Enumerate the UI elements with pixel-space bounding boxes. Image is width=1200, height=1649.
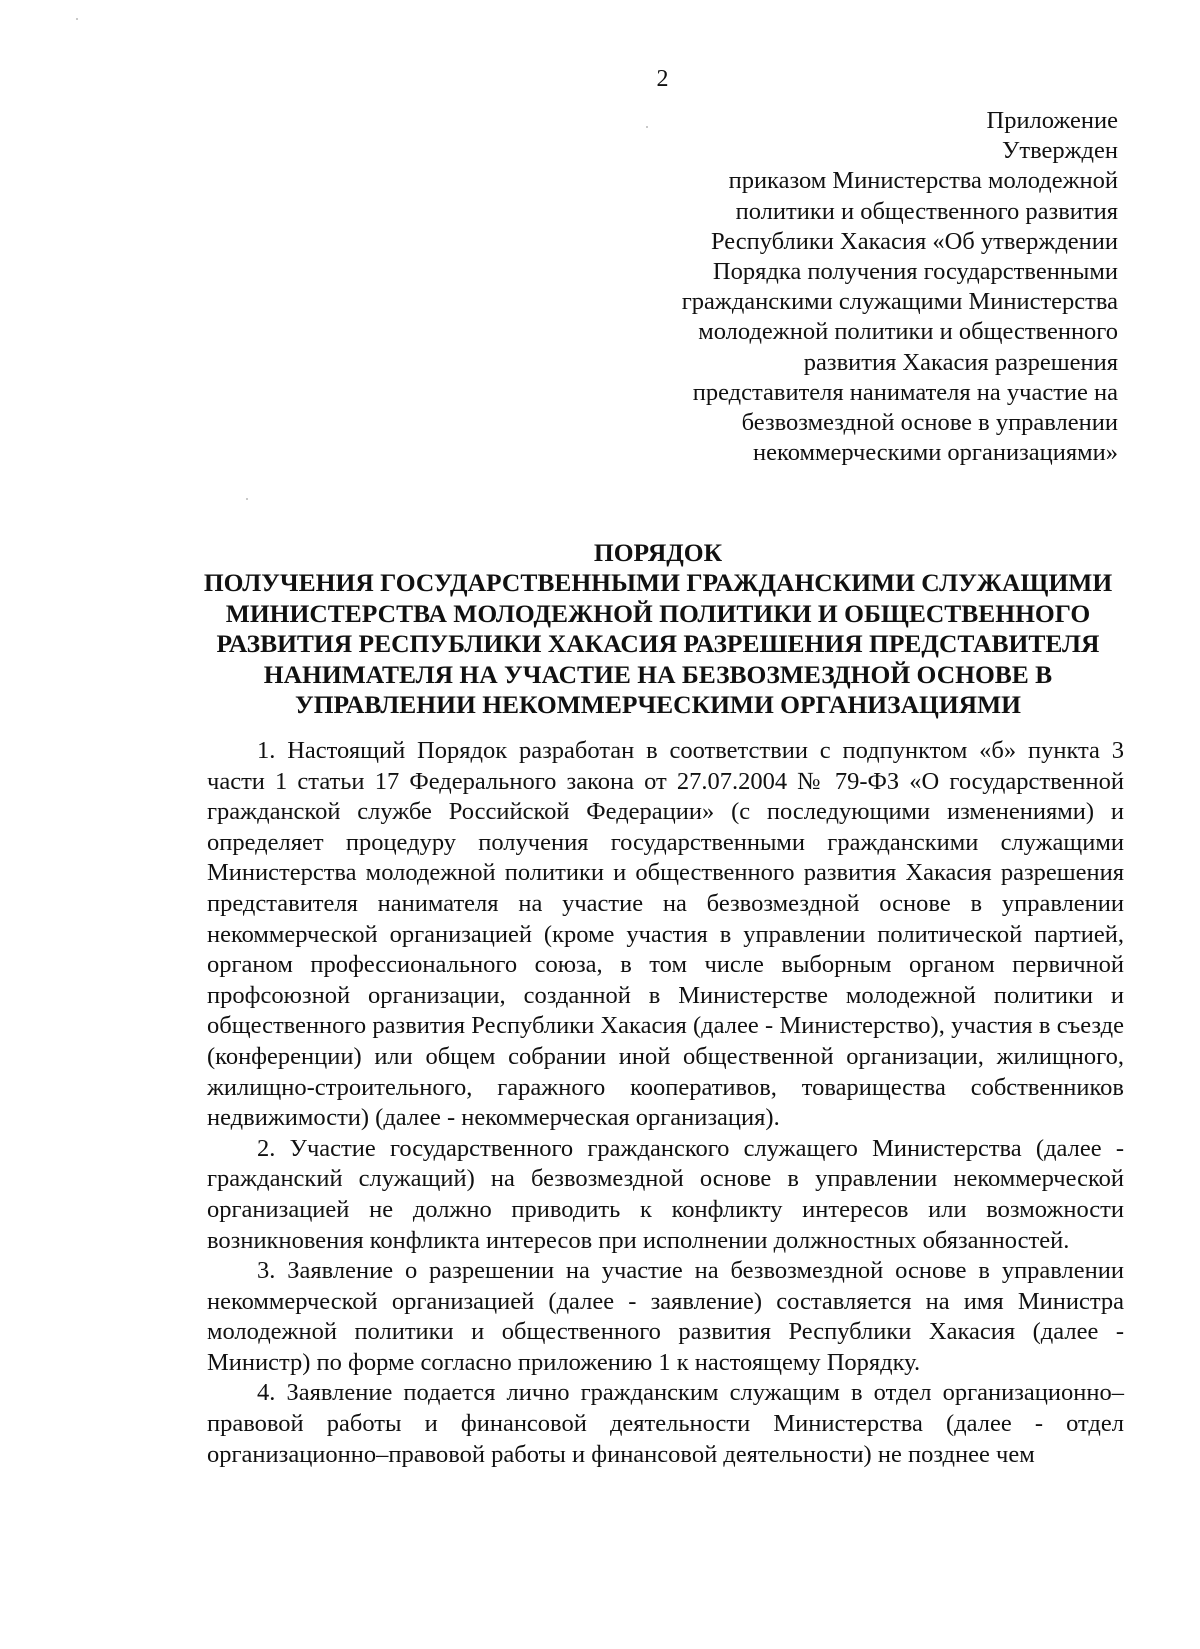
title-line: РАЗВИТИЯ РЕСПУБЛИКИ ХАКАСИЯ РАЗРЕШЕНИЯ ПРЕДСТАВИТЕЛЯ xyxy=(216,629,1100,659)
approval-line: представителя нанимателя на участие на xyxy=(692,378,1118,406)
scan-artifact xyxy=(76,18,78,20)
page-number: 2 xyxy=(656,66,669,92)
approval-line: некоммерческими организациями» xyxy=(753,439,1118,467)
scan-artifact xyxy=(246,498,248,500)
approval-line: развития Хакасия разрешения xyxy=(803,348,1118,376)
approval-line: Утвержден xyxy=(1002,137,1118,165)
paragraph-4: 4. Заявление подается лично гражданским служащим в отдел организационно–правовой работы и финансовой деятельности Министерства (далее - отдел организационно–правовой работы и финансовой деятельности) не позднее чем xyxy=(207,1379,1124,1468)
paragraph-2: 2. Участие государственного гражданского служащего Министерства (далее - гражданский служащий) на безвозмездной основе в управлении некоммерческой организацией не должно приводить к конфликту интересов или возможности возникновения конфликта интересов при исполнении должностных обязанностей. xyxy=(207,1134,1124,1254)
approval-line: Республики Хакасия «Об утверждении xyxy=(710,227,1118,255)
approval-line: приказом Министерства молодежной xyxy=(728,167,1118,195)
title-line: МИНИСТЕРСТВА МОЛОДЕЖНОЙ ПОЛИТИКИ И ОБЩЕСТВЕННОГО xyxy=(225,598,1091,628)
title-line: ПОРЯДОК xyxy=(593,538,723,567)
document-title xyxy=(180,538,1136,720)
title-line: ПОЛУЧЕНИЯ ГОСУДАРСТВЕННЫМИ ГРАЖДАНСКИМИ СЛУЖАЩИМИ xyxy=(203,568,1113,598)
approval-line: молодежной политики и общественного xyxy=(698,318,1118,346)
document-body xyxy=(207,736,1124,1470)
approval-line: политики и общественного развития xyxy=(735,197,1118,225)
approval-line: Порядка получения государственными xyxy=(712,258,1118,286)
paragraph-3: 3. Заявление о разрешении на участие на безвозмездной основе в управлении некоммерческой организацией (далее - заявление) составляется на имя Министра молодежной политики и общественного развития Республики Хакасия (далее - Министр) по форме согласно приложению 1 к настоящему Порядку. xyxy=(207,1257,1124,1376)
paragraph-1: 1. Настоящий Порядок разработан в соответствии с подпунктом «б» пункта 3 части 1 статьи 17 Федерального закона от 27.07.2004 № 79-ФЗ «О государственной гражданской службе Российской Федерации» (с последующими изменениями) и определяет процедуру получения государственными гражданскими служащими Министерства молодежной политики и общественного развития Хакасия разрешения представителя нанимателя на участие на безвозмездной основе в управлении некоммерческой организацией (кроме участия в управлении политической партией, органом профессионального союза, в том числе выборным органом первичной профсоюзной организации, созданной в Министерстве молодежной политики и общественного развития Республики Хакасия (далее - Министерство), участия в съезде (конференции) или общем собрании иной общественной организации, жилищного, жилищно-строительного, гаражного кооперативов, товарищества собственников недвижимости) (далее - некоммерческая организация). xyxy=(207,737,1124,1132)
title-line: НАНИМАТЕЛЯ НА УЧАСТИЕ НА БЕЗВОЗМЕЗДНОЙ ОСНОВЕ В xyxy=(263,659,1053,689)
title-line: УПРАВЛЕНИИ НЕКОММЕРЧЕСКИМИ ОРГАНИЗАЦИЯМИ xyxy=(294,690,1021,720)
approval-line: гражданскими служащими Министерства xyxy=(681,288,1118,316)
approval-line: безвозмездной основе в управлении xyxy=(741,409,1118,437)
approval-line: Приложение xyxy=(986,107,1118,134)
approval-block xyxy=(598,106,1118,468)
